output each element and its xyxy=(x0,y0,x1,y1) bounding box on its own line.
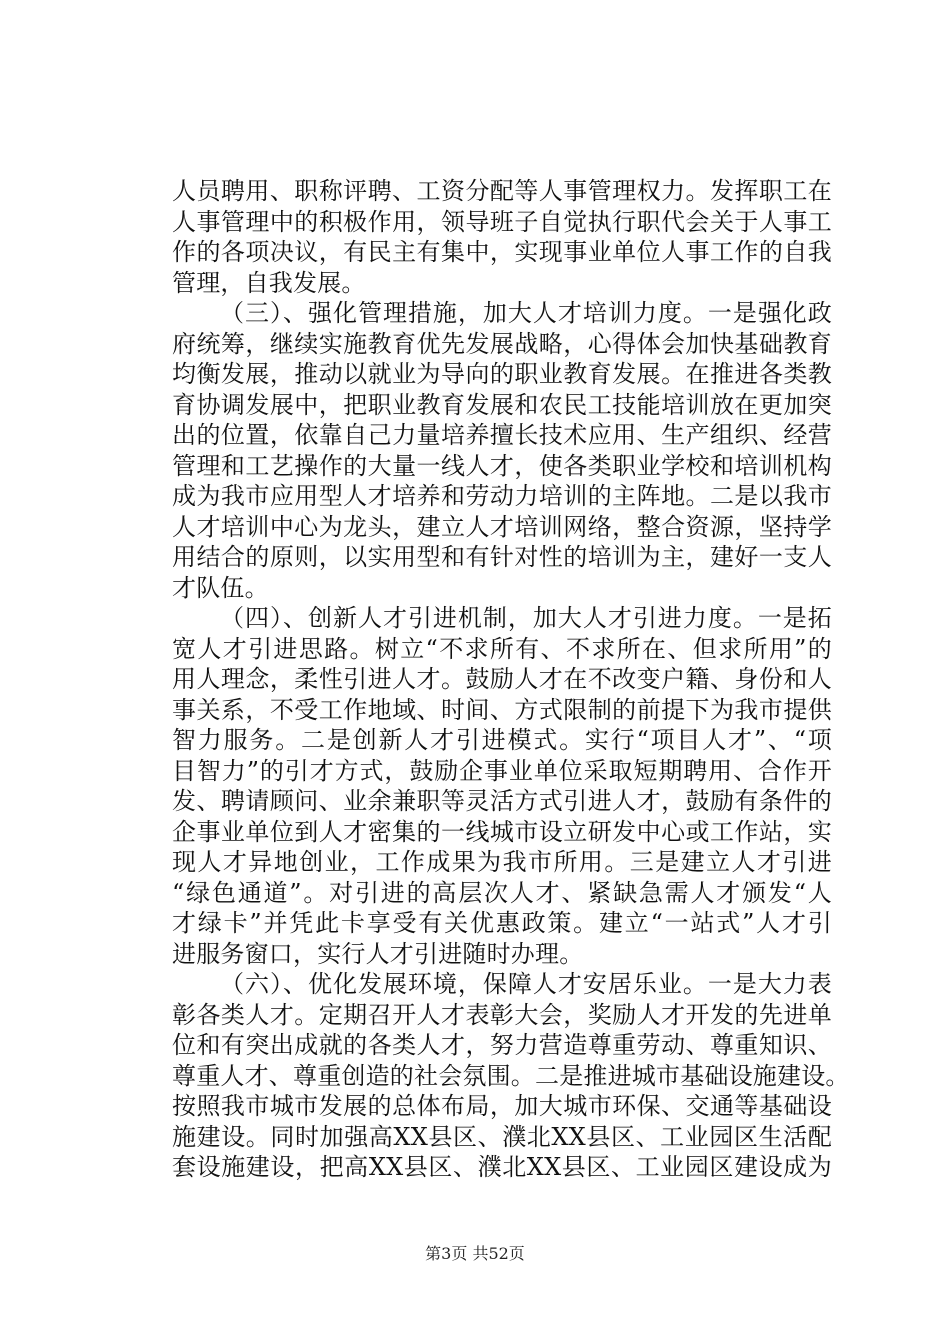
text-line: 发、聘请顾问、业余兼职等灵活方式引进人才，鼓励有条件的 xyxy=(172,787,832,815)
text-line: 按照我市城市发展的总体布局，加大城市环保、交通等基础设 xyxy=(172,1092,832,1120)
text-line: 均衡发展，推动以就业为导向的职业教育发展。在推进各类教 xyxy=(172,360,832,388)
text-line: 尊重人才、尊重创造的社会氛围。二是推进城市基础设施建设。 xyxy=(172,1061,850,1090)
paragraph-heading-line: （四）、创新人才引进机制，加大人才引进力度。一是拓 xyxy=(220,604,832,632)
text-line: “绿色通道”。对引进的高层次人才、紧缺急需人才颁发“人 xyxy=(172,878,832,907)
text-line: 位和有突出成就的各类人才，努力营造尊重劳动、尊重知识、 xyxy=(172,1031,832,1059)
text-line: 用人理念，柔性引进人才。鼓励人才在不改变户籍、身份和人 xyxy=(172,665,832,693)
text-line: 人员聘用、职称评聘、工资分配等人事管理权力。发挥职工在 xyxy=(172,177,832,205)
text-line: 套设施建设，把高XX县区、濮北XX县区、工业园区建设成为 xyxy=(172,1153,832,1181)
text-line: 彰各类人才。定期召开人才表彰大会，奖励人才开发的先进单 xyxy=(172,1000,832,1029)
text-line: 成为我市应用型人才培养和劳动力培训的主阵地。二是以我市 xyxy=(172,482,832,510)
text-line: 施建设。同时加强高XX县区、濮北XX县区、工业园区生活配 xyxy=(172,1122,832,1151)
text-line: 人才培训中心为龙头，建立人才培训网络，整合资源，坚持学 xyxy=(172,512,832,541)
text-line: 事关系，不受工作地域、时间、方式限制的前提下为我市提供 xyxy=(172,695,832,724)
text-line: 用结合的原则，以实用型和有针对性的培训为主，建好一支人 xyxy=(172,543,832,571)
text-line: 才队伍。 xyxy=(172,573,269,602)
text-line: 管理，自我发展。 xyxy=(172,268,366,297)
page-footer: 第3页 共52页 xyxy=(425,1244,525,1263)
text-line: 现人才异地创业，工作成果为我市所用。三是建立人才引进 xyxy=(172,848,832,876)
text-line: 目智力”的引才方式，鼓励企事业单位采取短期聘用、合作开 xyxy=(172,756,832,785)
paragraph-heading-line: （六）、优化发展环境，保障人才安居乐业。一是大力表 xyxy=(220,970,832,998)
paragraph-heading-line: （三）、强化管理措施，加大人才培训力度。一是强化政 xyxy=(220,299,832,327)
text-line: 才绿卡”并凭此卡享受有关优惠政策。建立“一站式”人才引 xyxy=(172,909,832,937)
text-line: 管理和工艺操作的大量一线人才，使各类职业学校和培训机构 xyxy=(172,451,832,480)
text-line: 企事业单位到人才密集的一线城市设立研发中心或工作站，实 xyxy=(172,817,832,846)
text-line: 出的位置，依靠自己力量培养擅长技术应用、生产组织、经营 xyxy=(172,421,832,449)
document-body xyxy=(172,176,850,1183)
text-line: 作的各项决议，有民主有集中，实现事业单位人事工作的自我 xyxy=(172,238,832,266)
text-line: 育协调发展中，把职业教育发展和农民工技能培训放在更加突 xyxy=(172,390,832,419)
text-line: 进服务窗口，实行人才引进随时办理。 xyxy=(172,939,584,968)
text-line: 智力服务。二是创新人才引进模式。实行“项目人才”、“项 xyxy=(172,726,832,754)
text-line: 人事管理中的积极作用，领导班子自觉执行职代会关于人事工 xyxy=(172,207,832,236)
text-line: 宽人才引进思路。树立“不求所有、不求所在、但求所用”的 xyxy=(172,634,832,663)
text-line: 府统筹，继续实施教育优先发展战略，心得体会加快基础教育 xyxy=(172,329,832,358)
